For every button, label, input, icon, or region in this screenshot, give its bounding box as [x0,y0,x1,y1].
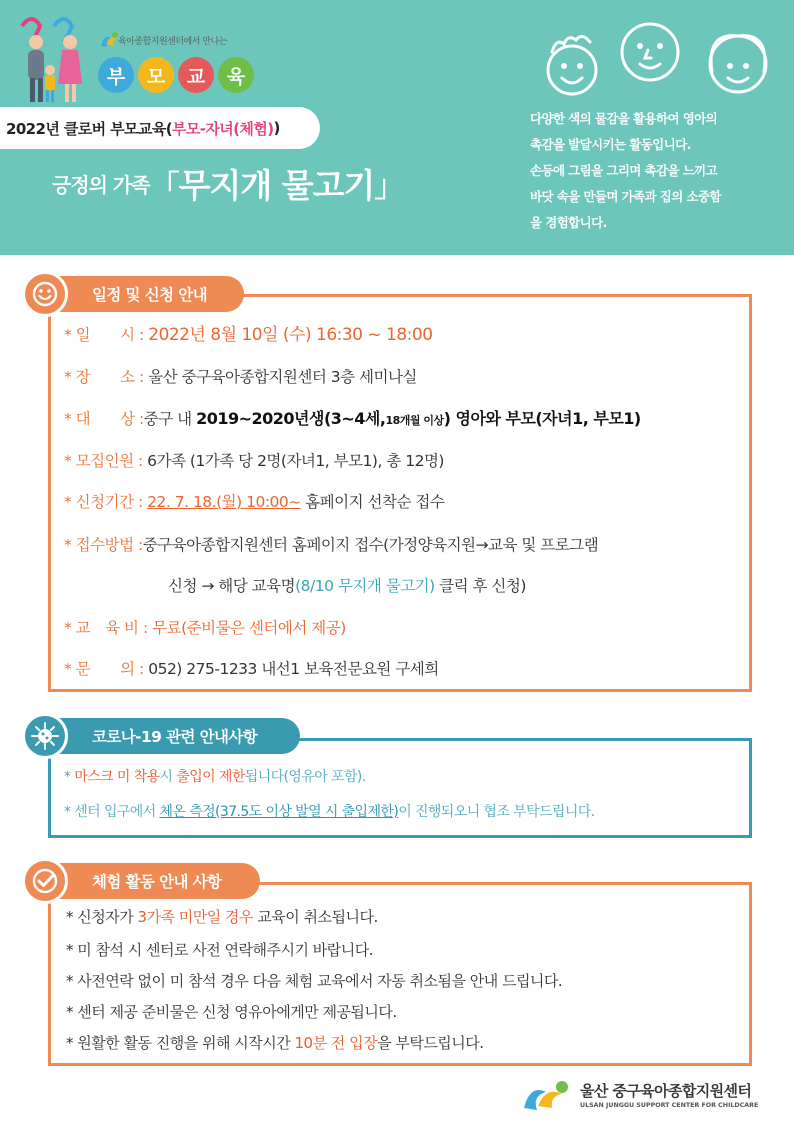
info-row-period: * 신청기간 : 22. 7. 18.(월) 10:00~ 홈페이지 선착순 접수 [64,493,445,511]
program-description [530,106,790,236]
covid-notice-1: * 마스크 미 착용시 출입이 제한됩니다(영유아 포함). [64,769,366,785]
info-row-date: * 일 시 : 2022년 8월 10일 (수) 16:30 ~ 18:00 [64,325,433,345]
family-illustration-icon [14,12,94,107]
logo-area [14,12,254,107]
covid-notice-2: * 센터 입구에서 체온 측정(37.5도 이상 발열 시 출입제한)이 진행되오니 협조 부탁드립니다. [64,804,595,820]
footer-logo [520,1078,782,1118]
experience-section-title: 체험 활동 안내 사항 [92,873,222,891]
info-row-contact: * 문 의 : 052) 275-1233 내선1 보육전문요원 구세희 [64,660,439,678]
covid-section-tab [34,718,300,754]
experience-notice-2: * 미 참석 시 센터로 사전 연락해주시기 바랍니다. [66,941,373,959]
center-logo-icon [98,30,120,52]
info-row-capacity: * 모집인원 : 6가족 (1가족 당 2명(자녀1, 부모1), 총 12명) [64,452,444,470]
description-line: 촉감을 발달시키는 활동입니다. [530,137,691,152]
description-line: 손등에 그림을 그리며 촉감을 느끼고 [530,163,718,178]
title-char-yuk: 육 [218,57,254,93]
experience-notice-5: * 원활한 활동 진행을 위해 시작시간 10분 전 입장을 부탁드립니다. [66,1034,484,1052]
description-line: 을 경험합니다. [530,215,607,230]
title-char-bu: 부 [98,57,134,93]
info-row-method: * 접수방법 :중구육아종합지원센터 홈페이지 접수(가정양육지원→교육 및 프로그램 [64,536,599,554]
program-name-pill: 2022년 클로버 부모교육( 부모-자녀(체험) ) [0,107,320,149]
title-circles [98,57,254,93]
description-line: 바닷 속을 만들며 가족과 집의 소중함 [530,189,721,204]
footer-center-name: 울산 중구육아종합지원센터 [580,1082,752,1100]
description-line: 다양한 색의 물감을 활용하여 영아의 [530,111,718,126]
faces-illustration-icon [540,12,780,102]
center-logo-icon [520,1078,574,1116]
smile-icon [22,271,68,317]
info-row-target: * 대 상 :중구 내 2019~2020년생(3~4세,18개월 이상) 영아와 부모(자녀1, 부모1) [64,409,641,428]
virus-icon [22,713,68,759]
schedule-section-title: 일정 및 신청 안내 [92,286,208,304]
logo-subtitle: 육아종합지원센터에서 만나는 [118,37,227,47]
title-char-mo: 모 [138,57,174,93]
info-row-fee: * 교 육 비 : 무료(준비물은 센터에서 제공) [64,619,346,637]
info-row-place: * 장 소 : 울산 중구육아종합지원센터 3층 세미나실 [64,368,417,386]
covid-section-title: 코로나-19 관련 안내사항 [92,728,258,746]
footer-center-name-en: ULSAN JUNGGU SUPPORT CENTER FOR CHILDCARE [580,1102,759,1109]
experience-notice-4: * 센터 제공 준비물은 신청 영유아에게만 제공됩니다. [66,1003,397,1021]
experience-notice-3: * 사전연락 없이 미 참석 경우 다음 체험 교육에서 자동 취소됨을 안내 드립니다. [66,972,563,990]
main-title: 긍정의 가족「무지개 물고기」 [52,166,404,205]
info-row-method-line2: 신청 → 해당 교육명(8/10 무지개 물고기) 클릭 후 신청) [168,577,526,595]
experience-notice-1: * 신청자가 3가족 미만일 경우 교육이 취소됩니다. [66,908,378,926]
header-banner [0,0,794,255]
title-char-gyo: 교 [178,57,214,93]
check-icon [22,858,68,904]
